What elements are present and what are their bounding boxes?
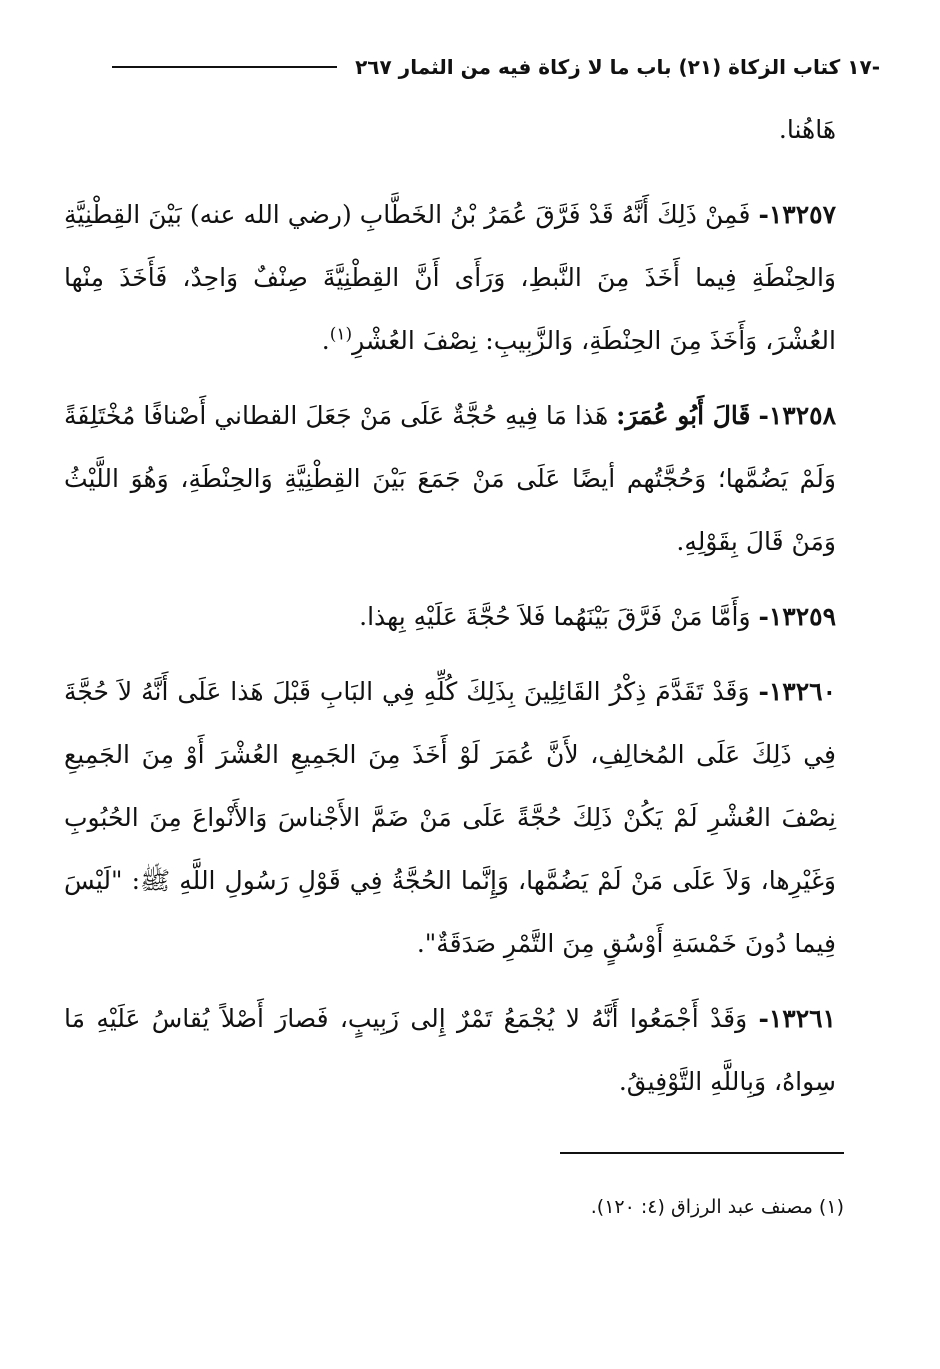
paragraph-continuation [64, 98, 836, 161]
paragraph-13257: ١٣٢٥٧- فَمِنْ ذَلِكَ أَنَّهُ قَدْ فَرَّقَ عُمَرُ بْنُ الخَطَّابِ (رضي الله عنه) بَيْنَ القِطْنِيَّةِ وَالحِنْطَةِ فِيما أَخَذَ مِنَ النَّبطِ، وَرَأَى أَنَّ القِطْنِيَّةَ صِنْفٌ وَاحِدٌ، فَأَخَذَ مِنْها العُشْرَ، وَأَخَذَ مِنَ الحِنْطَةِ، وَالزَّبِيبِ: نِصْفَ العُشْرِ$^{(١)}$. [64, 200, 836, 355]
paragraph-13261 [64, 987, 836, 1113]
paragraph-13259 [64, 585, 836, 648]
paragraph-number: ١٣٢٥٧- [758, 200, 836, 229]
paragraph-text: هَاهُنا. [778, 115, 836, 144]
paragraph-text: وَقَدْ تَقَدَّمَ ذِكْرُ القَائِلِينَ بِذَلِكَ كُلِّهِ فِي البَابِ قَبْلَ هَذا عَلَى أَنَّهُ لاَ حُجَّةَ فِي ذَلِكَ عَلَى المُخالِفِ، لأَنَّ عُمَرَ لَوْ أَخَذَ مِنَ الجَمِيعِ العُشْرَ أَوْ مِنَ الجَمِيعِ نِصْفَ العُشْرِ لَمْ يَكُنْ ذَلِكَ حُجَّةً عَلَى مَنْ ضَمَّ الأَجْناسَ وَالأَنْواعَ مِنَ الحُبُوبِ وَغَيْرِها، وَلاَ عَلَى مَنْ لَمْ يَضُمَّها، وَإِنَّما الحُجَّةُ فِي قَوْلِ رَسُولِ اللَّهِ ﷺ: "لَيْسَ فِيما دُونَ خَمْسَةِ أَوْسُقٍ مِنَ التَّمْرِ صَدَقَةٌ". [64, 677, 836, 958]
running-header [40, 44, 880, 90]
paragraph-text: هَذا مَا فِيهِ حُجَّةٌ عَلَى مَنْ جَعَلَ القطاني أَصْنافًا مُخْتَلِفَةً وَلَمْ يَضُمَّها؛ وَحُجَّتُهم أيضًا عَلَى مَنْ جَمَعَ بَيْنَ القِطْنِيَّةِ وَالحِنْطَةِ، وَهُوَ اللَّيْثُ وَمَنْ قَالَ بِقَوْلِهِ. [64, 401, 836, 556]
paragraph-13258 [64, 384, 836, 573]
speaker-label: قَالَ أَبُو عُمَرَ: [616, 401, 751, 430]
paragraph-number: ١٣٢٥٨- [758, 401, 836, 430]
main-text [64, 98, 836, 1125]
paragraph-text: وَقَدْ أَجْمَعُوا أَنَّهُ لا يُجْمَعُ تَمْرٌ إِلى زَبِيبٍ، فَصارَ أَصْلاً يُقاسُ عَلَيْهِ مَا سِواهُ، وَبِاللَّهِ التَّوْفِيقُ. [64, 1004, 836, 1096]
paragraph-text: وَأَمَّا مَنْ فَرَّقَ بَيْنَهُما فَلاَ حُجَّةَ عَلَيْهِ بِهذا. [359, 602, 751, 631]
running-header-title: -١٧ كتاب الزكاة (٢١) باب ما لا زكاة فيه من الثمار ٢٦٧ [355, 55, 880, 79]
paragraph-13260 [64, 660, 836, 975]
paragraph-number: ١٣٢٦٠- [758, 677, 836, 706]
footnote-separator [560, 1152, 844, 1154]
header-rule [112, 66, 337, 68]
paragraph-number: ١٣٢٥٩- [758, 602, 836, 631]
footnote-text: (١) مصنف عبد الرزاق (٤: ١٢٠). [590, 1196, 844, 1218]
footnote-reference[interactable]: (١) [329, 324, 353, 345]
footnote [40, 1190, 844, 1224]
paragraph-number: ١٣٢٦١- [758, 1004, 836, 1033]
paragraph-text: فَمِنْ ذَلِكَ أَنَّهُ قَدْ فَرَّقَ عُمَرُ بْنُ الخَطَّابِ (رضي الله عنه) بَيْنَ القِطْنِيَّةِ وَالحِنْطَةِ فِيما أَخَذَ مِنَ النَّبطِ، وَرَأَى أَنَّ القِطْنِيَّةَ صِنْفٌ وَاحِدٌ، فَأَخَذَ مِنْها العُشْرَ، وَأَخَذَ مِنَ الحِنْطَةِ، وَالزَّبِيبِ: نِصْفَ العُشْرِ [64, 200, 836, 355]
